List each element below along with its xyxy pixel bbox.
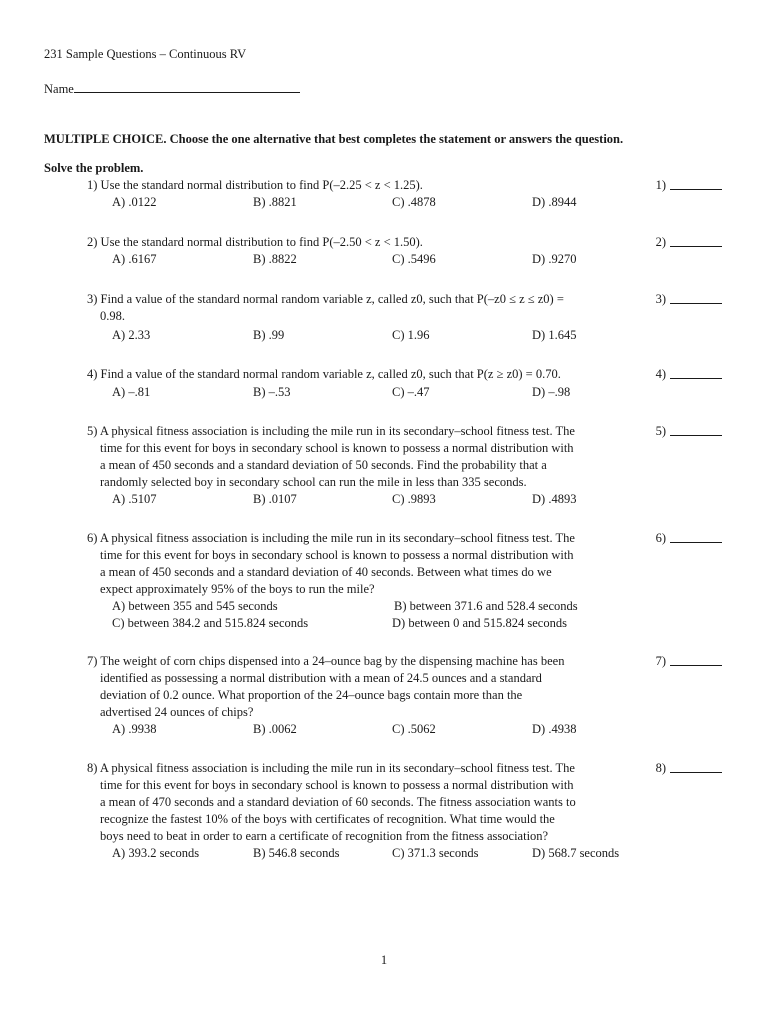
answer-blank[interactable]	[670, 366, 722, 379]
answer-blank[interactable]	[670, 530, 722, 543]
choice-b: B) –.53	[253, 385, 291, 399]
question-line: A physical fitness association is including the mile run in its secondary–school fitness test. The	[99, 761, 575, 775]
question-text	[87, 653, 642, 721]
question-line: time for this event for boys in secondary school is known to possess a normal distribution with	[100, 441, 574, 455]
choice-b: B) .99	[253, 328, 285, 342]
choice-d: D) .8944	[532, 195, 577, 209]
question-line: recognize the fastest 10% of the boys with certificates of recognition. What time would the	[100, 812, 555, 826]
question-line: deviation of 0.2 ounce. What proportion of the 24–ounce bags contain more than the	[100, 688, 523, 702]
question-line: a mean of 450 seconds and a standard deviation of 40 seconds. Between what times do we	[100, 565, 552, 579]
choice-b: B) between 371.6 and 528.4 seconds	[394, 599, 578, 613]
choice-a: A) 393.2 seconds	[112, 846, 200, 860]
choice-a: A) .6167	[112, 252, 157, 266]
choice-d: D) .9270	[532, 252, 577, 266]
answer-blank[interactable]	[670, 760, 722, 773]
choice-a: A) between 355 and 545 seconds	[112, 599, 278, 613]
question-line: Find a value of the standard normal random variable z, called z0, such that P(–z0 ≤ z ≤ z0) =	[100, 292, 564, 306]
choice-b: B) .0062	[253, 722, 297, 736]
answer-number: 8)	[655, 761, 666, 775]
question-text	[87, 234, 642, 251]
answer-blank[interactable]	[670, 423, 722, 436]
name-blank-line	[74, 80, 300, 93]
document-title: 231 Sample Questions – Continuous RV	[44, 47, 247, 61]
question-line: time for this event for boys in secondary school is known to possess a normal distribution with	[100, 778, 574, 792]
question-number: 2)	[87, 235, 98, 249]
answer-number: 7)	[655, 654, 666, 668]
answer-blank[interactable]	[670, 653, 722, 666]
question-text	[87, 760, 642, 845]
choice-d: D) 1.645	[532, 328, 577, 342]
choice-b: B) .8822	[253, 252, 297, 266]
question-text	[87, 366, 642, 383]
choice-b: B) 546.8 seconds	[253, 846, 340, 860]
choice-c: C) between 384.2 and 515.824 seconds	[112, 616, 309, 630]
choice-d: D) .4938	[532, 722, 577, 736]
question-line: boys need to beat in order to earn a certificate of recognition from the fitness association?	[100, 829, 549, 843]
question-line: Find a value of the standard normal random variable z, called z0, such that P(z ≥ z0) = 0.70.	[100, 367, 561, 381]
question-number: 5)	[87, 424, 98, 438]
choice-b: B) .0107	[253, 492, 297, 506]
answer-number: 5)	[655, 424, 666, 438]
choice-c: C) .9893	[392, 492, 436, 506]
question-line: Use the standard normal distribution to find P(–2.50 < z < 1.50).	[100, 235, 423, 249]
question-number: 3)	[87, 292, 98, 306]
answer-number: 2)	[655, 235, 666, 249]
answer-blank[interactable]	[670, 234, 722, 247]
choice-a: A) .5107	[112, 492, 157, 506]
question-text	[87, 423, 642, 491]
choice-c: C) .4878	[392, 195, 436, 209]
answer-number: 3)	[655, 292, 666, 306]
answer-number: 6)	[655, 531, 666, 545]
question-line: The weight of corn chips dispensed into a 24–ounce bag by the dispensing machine has been	[100, 654, 565, 668]
choice-a: A) 2.33	[112, 328, 151, 342]
question-number: 1)	[87, 178, 98, 192]
choice-a: A) –.81	[112, 385, 151, 399]
question-line: A physical fitness association is including the mile run in its secondary–school fitness test. The	[99, 424, 575, 438]
choice-b: B) .8821	[253, 195, 297, 209]
choice-d: D) 568.7 seconds	[532, 846, 620, 860]
question-line: expect approximately 95% of the boys to run the mile?	[100, 582, 375, 596]
answer-blank[interactable]	[670, 291, 722, 304]
choice-c: C) 371.3 seconds	[392, 846, 479, 860]
question-number: 4)	[87, 367, 98, 381]
choice-c: C) –.47	[392, 385, 430, 399]
choice-c: C) .5062	[392, 722, 436, 736]
question-number: 7)	[87, 654, 98, 668]
question-line: randomly selected boy in secondary school can run the mile in less than 335 seconds.	[100, 475, 527, 489]
answer-number: 4)	[655, 367, 666, 381]
page-number: 1	[380, 953, 388, 967]
question-line: a mean of 470 seconds and a standard deviation of 60 seconds. The fitness association wants to	[100, 795, 576, 809]
question-line: identified as possessing a normal distribution with a mean of 24.5 ounces and a standard	[100, 671, 542, 685]
question-text	[87, 177, 642, 194]
choice-c: C) 1.96	[392, 328, 430, 342]
choice-d: D) –.98	[532, 385, 571, 399]
choice-d: D) between 0 and 515.824 seconds	[392, 616, 567, 630]
choice-d: D) .4893	[532, 492, 577, 506]
question-line: A physical fitness association is including the mile run in its secondary–school fitness test. The	[99, 531, 575, 545]
question-line: Use the standard normal distribution to find P(–2.25 < z < 1.25).	[100, 178, 423, 192]
choice-c: C) .5496	[392, 252, 436, 266]
question-line: time for this event for boys in secondary school is known to possess a normal distribution with	[100, 548, 574, 562]
instructions: MULTIPLE CHOICE. Choose the one alternative that best completes the statement or answers the question.	[44, 132, 624, 146]
answer-blank[interactable]	[670, 177, 722, 190]
section-title: Solve the problem.	[44, 161, 144, 175]
question-line: advertised 24 ounces of chips?	[100, 705, 254, 719]
question-line: a mean of 450 seconds and a standard deviation of 50 seconds. Find the probability that a	[100, 458, 547, 472]
question-text	[87, 291, 642, 325]
name-field	[44, 80, 300, 98]
question-line: 0.98.	[100, 309, 125, 323]
question-text	[87, 530, 642, 598]
answer-number: 1)	[655, 178, 666, 192]
choice-a: A) .0122	[112, 195, 157, 209]
name-label: Name	[44, 82, 74, 96]
choice-a: A) .9938	[112, 722, 157, 736]
question-number: 8)	[87, 761, 98, 775]
question-number: 6)	[87, 531, 98, 545]
